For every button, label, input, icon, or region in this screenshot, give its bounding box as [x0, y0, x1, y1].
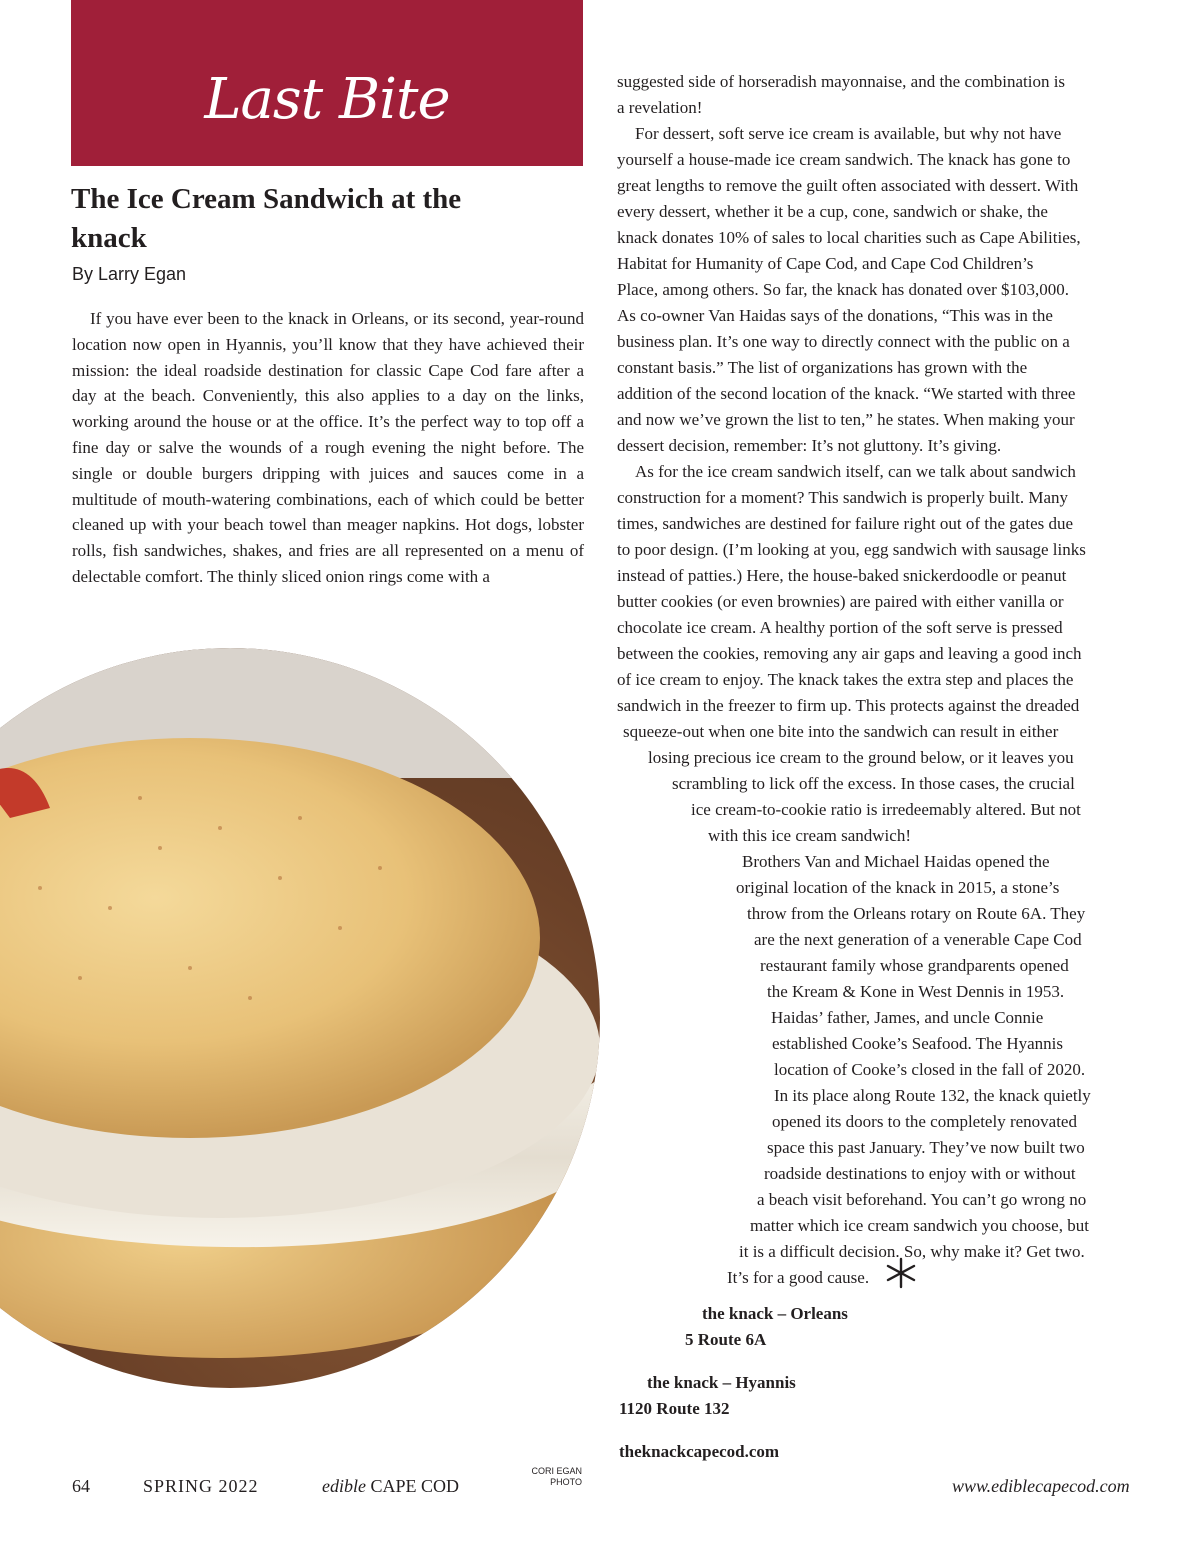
text-line: original location of the knack in 2015, a stone’s — [736, 878, 1060, 897]
article-headline: The Ice Cream Sandwich at the knack — [71, 183, 462, 254]
text-line: squeeze-out when one bite into the sandwich can result in either — [623, 722, 1059, 741]
article-byline: By Larry Egan — [72, 264, 187, 284]
text-line: every dessert, whether it be a cup, cone, sandwich or shake, the — [617, 202, 1048, 221]
text-line: As for the ice cream sandwich itself, can we talk about sandwich — [635, 462, 1076, 481]
text-line: to poor design. (I’m looking at you, egg sandwich with sausage links — [617, 540, 1086, 559]
text-line: yourself a house-made ice cream sandwich. The knack has gone to — [617, 150, 1071, 169]
hyannis-address: 1120 Route 132 — [619, 1399, 730, 1418]
text-line: roadside destinations to enjoy with or without — [764, 1164, 1076, 1183]
orleans-address: 5 Route 6A — [685, 1330, 767, 1349]
text-line: instead of patties.) Here, the house-baked snickerdoodle or peanut — [617, 566, 1067, 585]
text-line: sandwich in the freezer to firm up. This protects against the dreaded — [617, 696, 1080, 715]
text-line: Brothers Van and Michael Haidas opened the — [742, 852, 1050, 871]
text-line: butter cookies (or even brownies) are paired with either vanilla or — [617, 592, 1064, 611]
text-line: between the cookies, removing any air gaps and leaving a good inch — [617, 644, 1082, 663]
brand-italic: edible — [322, 1476, 366, 1496]
text-line: the Kream & Kone in West Dennis in 1953. — [767, 982, 1065, 1001]
text-line: constant basis.” The list of organizations has grown with the — [617, 358, 1028, 377]
text-line: ice cream-to-cookie ratio is irredeemably altered. But not — [691, 800, 1081, 819]
text-line: In its place along Route 132, the knack quietly — [774, 1086, 1091, 1105]
issue-label: SPRING 2022 — [143, 1476, 259, 1496]
orleans-name: the knack – Orleans — [702, 1304, 848, 1323]
text-line: it is a difficult decision. So, why make it? Get two. — [739, 1242, 1085, 1261]
photo-credit: CORI EGAN PHOTO — [531, 1466, 582, 1487]
text-line: throw from the Orleans rotary on Route 6A. They — [747, 904, 1086, 923]
left-column — [72, 306, 584, 590]
text-line: It’s for a good cause. — [727, 1268, 870, 1287]
text-line: times, sandwiches are destined for failure right out of the gates due — [617, 514, 1074, 533]
page-number: 64 — [72, 1476, 90, 1496]
text-line: are the next generation of a venerable Cape Cod — [754, 930, 1082, 949]
text-line: of ice cream to enjoy. The knack takes the extra step and places the — [617, 670, 1074, 689]
text-line: established Cooke’s Seafood. The Hyannis — [772, 1034, 1064, 1053]
text-line: opened its doors to the completely renovated — [772, 1112, 1077, 1131]
ice-cream-sandwich-photo — [0, 648, 600, 1388]
section-banner — [71, 0, 583, 166]
text-line: losing precious ice cream to the ground below, or it leaves you — [648, 748, 1074, 767]
text-line: with this ice cream sandwich! — [708, 826, 911, 845]
text-line: Habitat for Humanity of Cape Cod, and Cape Cod Children’s — [617, 254, 1034, 273]
text-line: restaurant family whose grandparents opened — [760, 956, 1069, 975]
text-line: addition of the second location of the knack. “We started with three — [617, 384, 1076, 403]
text-line: For dessert, soft serve ice cream is available, but why not have — [635, 124, 1062, 143]
photo-illustration — [0, 648, 600, 1388]
text-line: and now we’ve grown the list to ten,” he states. When making your — [617, 410, 1075, 429]
section-title: Last Bite — [204, 67, 450, 132]
hyannis-name: the knack – Hyannis — [647, 1373, 796, 1392]
text-line: Place, among others. So far, the knack has donated over $103,000. — [617, 280, 1070, 299]
text-line: suggested side of horseradish mayonnaise, and the combination is — [617, 72, 1066, 91]
text-line: great lengths to remove the guilt often associated with dessert. With — [617, 176, 1079, 195]
text-line: dessert decision, remember: It’s not gluttony. It’s giving. — [617, 436, 1002, 455]
body-paragraph: If you have ever been to the knack in Orleans, or its second, year-round location now open in Hyannis, you’ll know that they have achieved their mission: the ideal roadside destination for classic Cape Cod fare after a day at the beach. Conveniently, this also applies to a day on the links, working around the house or at the office. It’s the perfect way to top off a fine day or salve the wounds of a rough evening the night before. The single or double burgers dripping with juices and sauces come in a multitude of mouth-watering combinations, each of which could be better cleaned up with your beach towel than meager napkins. Hot dogs, lobster rolls, fish sandwiches, shakes, and fries are all represented on a menu of delectable comfort. The thinly sliced onion rings come with a — [72, 309, 584, 586]
footer-url[interactable]: www.ediblecapecod.com — [952, 1476, 1130, 1496]
text-line: a beach visit beforehand. You can’t go wrong no — [757, 1190, 1087, 1209]
text-line: As co-owner Van Haidas says of the donations, “This was in the — [617, 306, 1053, 325]
text-line: matter which ice cream sandwich you choose, but — [750, 1216, 1089, 1235]
text-line: scrambling to lick off the excess. In those cases, the crucial — [672, 774, 1075, 793]
text-line: space this past January. They’ve now built two — [767, 1138, 1085, 1157]
brand-rest: CAPE COD — [370, 1476, 459, 1496]
end-star-icon — [884, 1256, 918, 1290]
text-line: knack donates 10% of sales to local charities such as Cape Abilities, — [617, 228, 1081, 247]
text-line: Haidas’ father, James, and uncle Connie — [771, 1008, 1044, 1027]
text-line: a revelation! — [617, 98, 703, 117]
magazine-brand — [322, 1476, 459, 1497]
text-line: construction for a moment? This sandwich is properly built. Many — [617, 488, 1069, 507]
text-line: location of Cooke’s closed in the fall of 2020. — [774, 1060, 1086, 1079]
text-line: business plan. It’s one way to directly connect with the public on a — [617, 332, 1070, 351]
website-link[interactable]: theknackcapecod.com — [619, 1442, 780, 1461]
text-line: chocolate ice cream. A healthy portion of the soft serve is pressed — [617, 618, 1063, 637]
